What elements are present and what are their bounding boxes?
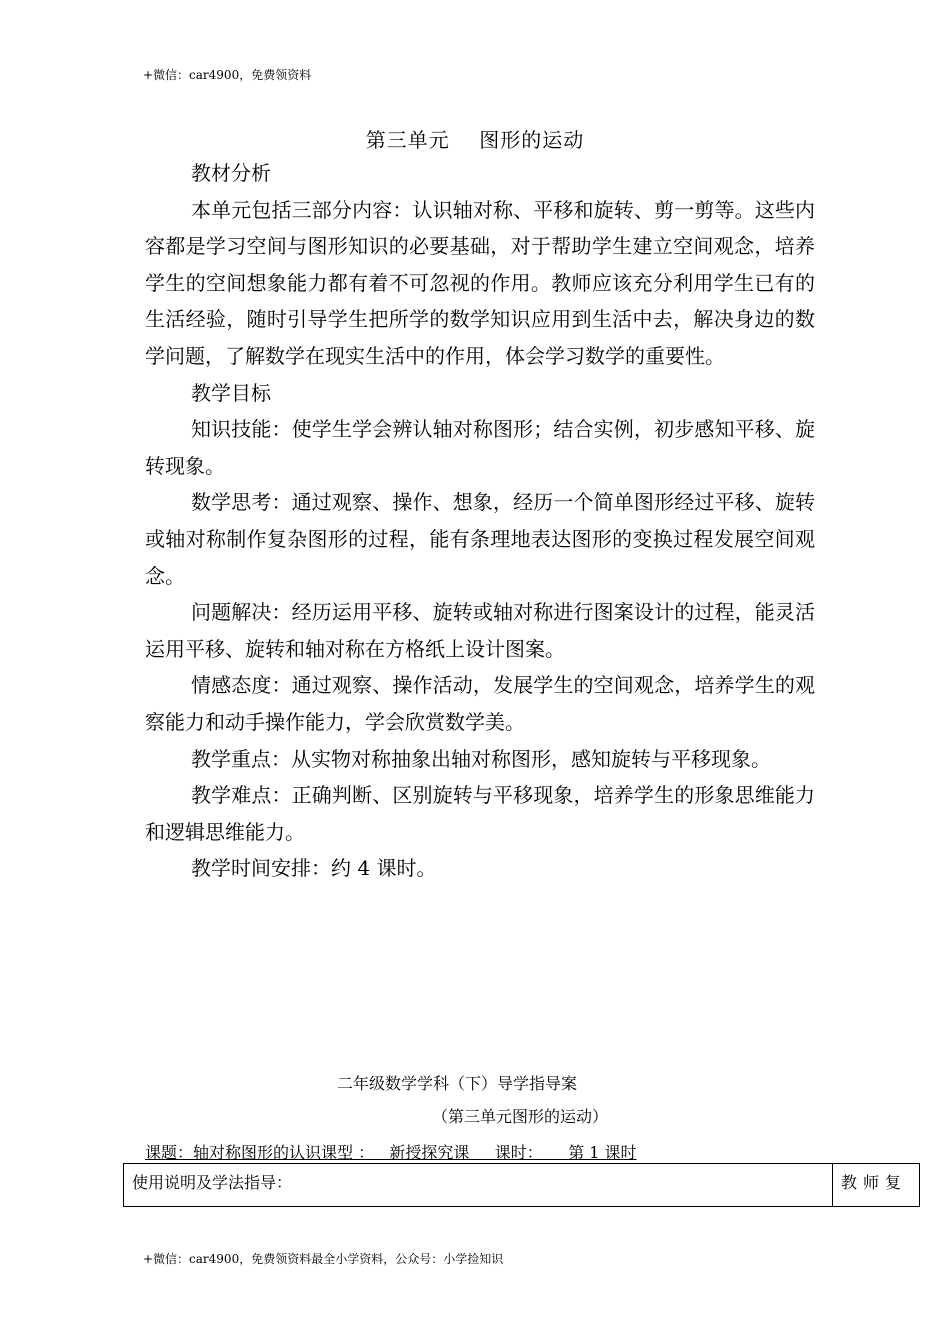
paragraph-attitude: 情感态度：通过观察、操作活动，发展学生的空间观念，培养学生的观察能力和动手操作能力，学会欣赏数学美。	[145, 673, 815, 734]
paragraph-difficulties: 教学难点：正确判断、区别旋转与平移现象，培养学生的形象思维能力和逻辑思维能力。	[145, 783, 815, 844]
paragraph-schedule: 教学时间安排：约 4 课时。	[191, 856, 437, 881]
paragraph-key-points: 教学重点：从实物对称抽象出轴对称图形，感知旋转与平移现象。	[191, 746, 771, 771]
paragraph-problem-solving: 问题解决：经历运用平移、旋转或轴对称进行图案设计的过程，能灵活运用平移、旋转和轴对称在方格纸上设计图案。	[145, 600, 815, 661]
footer-note: +微信：car4900，免费领资料最全小学资料，公众号：小学捡知识	[143, 1252, 504, 1266]
lesson-info-line: 课题：轴对称图形的认识课型 ： 新授探究课 课时： 第 1 课时	[145, 1143, 637, 1162]
section-heading-material-analysis: 教材分析	[191, 161, 271, 185]
paragraph-math-thinking: 数学思考：通过观察、操作、想象，经历一个简单图形经过平移、旋转或轴对称制作复杂图形的过程，能有条理地表达图形的变换过程发展空间观念。	[145, 490, 815, 588]
teacher-review-cell: 教师复	[833, 1164, 920, 1207]
header-note: +微信：car4900，免费领资料	[143, 68, 312, 82]
guide-title: 二年级数学学科（下）导学指导案	[336, 1074, 577, 1093]
section-heading-teaching-goals: 教学目标	[191, 380, 271, 405]
paragraph-unit-overview: 本单元包括三部分内容：认识轴对称、平移和旋转、剪一剪等。这些内容都是学习空间与图形知识的必要基础，对于帮助学生建立空间观念，培养学生的空间想象能力都有着不可忽视的作用。教师应该充分利用学生已有的生活经验，随时引导学生把所学的数学知识应用到生活中去，解决身边的数学问题，了解数学在现实生活中的作用，体会学习数学的重要性。	[145, 197, 815, 368]
instructions-cell: 使用说明及学法指导：	[124, 1164, 833, 1207]
guide-subtitle: （第三单元图形的运动）	[431, 1107, 608, 1126]
unit-title: 第三单元 图形的运动	[365, 128, 585, 152]
guide-table	[123, 1163, 920, 1207]
body-text	[145, 155, 815, 887]
paragraph-knowledge-skills: 知识技能：使学生学会辨认轴对称图形；结合实例，初步感知平移、旋转现象。	[145, 417, 815, 478]
table-row	[124, 1164, 920, 1207]
